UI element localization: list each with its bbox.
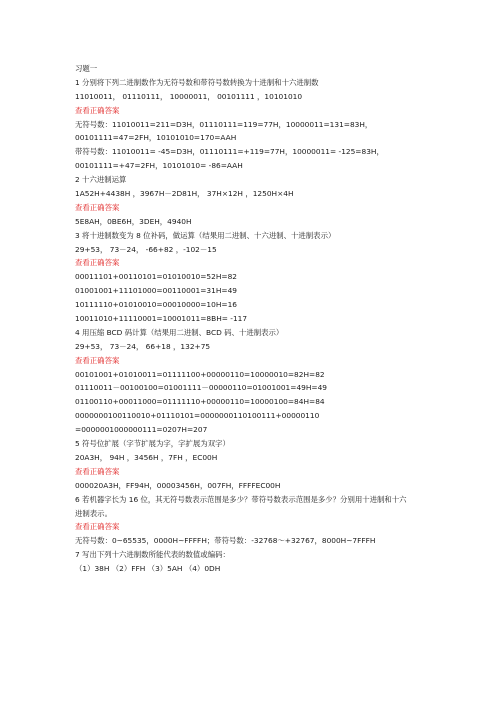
answer-line: 01110011－00100100=01001111－00000110=01001001=49H=49 — [75, 383, 328, 393]
answer-line: 10111110+01010010=00010000=10H=16 — [75, 300, 237, 310]
question-line: 7 写出下列十六进制数所能代表的数值或编码： — [75, 550, 230, 560]
answer-line: 5E8AH，0BE6H，3DEH，4940H — [75, 216, 192, 226]
answer-line: 0000000100110010+01110101=0000000110100111+00000110 — [75, 411, 320, 421]
answer-line: =0000001000000111=0207H=207 — [75, 425, 208, 435]
document-content — [75, 62, 425, 576]
answer-line: 00011101+00110101=01010010=52H=82 — [75, 272, 237, 282]
view-answer-link[interactable]: 查看正确答案 — [75, 355, 120, 365]
view-answer-link[interactable]: 查看正确答案 — [75, 105, 120, 115]
problem-line: 29+53， 73－24， 66+18 ，132+75 — [75, 341, 211, 351]
answer-line: 01001001+11101000=00110001=31H=49 — [75, 286, 237, 296]
exercise-title: 习题一 — [75, 64, 98, 73]
problem-line: （1）38H （2）FFH （3）5AH （4）0DH — [75, 564, 221, 574]
answer-line: 01100110+00011000=01111110+00000110=10000100=84H=84 — [75, 397, 325, 407]
answer-line: 00101111=47=2FH，10101010=170=AAH — [75, 133, 237, 143]
answer-line: 00101111=+47=2FH，10101010= -86=AAH — [75, 161, 243, 171]
answer-line: 000020A3H，FF94H，00003456H，007FH，FFFFEC00H — [75, 480, 281, 490]
question-line: 6 若机器字长为 16 位，其无符号数表示范围是多少？带符号数表示范围是多少？分别用十进制和十六 — [75, 494, 407, 504]
problem-line: 29+53， 73－24， -66+82 ，-102－15 — [75, 244, 217, 254]
question-line: 3 将十进制数变为 8 位补码，做运算（结果用二进制、十六进制、十进制表示） — [75, 230, 336, 240]
document-lines — [75, 76, 425, 576]
answer-line: 无符号数：11010011=211=D3H，01110111=119=77H，10000011=131=83H， — [75, 119, 373, 129]
view-answer-link[interactable]: 查看正确答案 — [75, 466, 120, 476]
question-line: 5 符号位扩展（字节扩展为字，字扩展为双字） — [75, 439, 230, 449]
view-answer-link[interactable]: 查看正确答案 — [75, 202, 120, 212]
question-line: 4 用压缩 BCD 码计算（结果用二进制、BCD 码、十进制表示） — [75, 327, 284, 337]
answer-line: 带符号数：11010011= -45=D3H，01110111=+119=77H，10000011= -125=83H， — [75, 147, 384, 157]
problem-line: 20A3H， 94H ，3456H ，7FH ，EC00H — [75, 452, 218, 462]
question-line: 2 十六进制运算 — [75, 175, 127, 185]
problem-line: 11010011， 01110111， 10000011， 00101111 ，10101010 — [75, 91, 303, 101]
answer-line: 00101001+01010011=01111100+00000110=10000010=82H=82 — [75, 369, 325, 379]
question-line: 进制表示。 — [75, 508, 112, 518]
answer-line: 无符号数：0~65535，0000H~FFFFH；带符号数：-32768～+32767，8000H~7FFFH — [75, 536, 376, 546]
problem-line: 1A52H+4438H ，3967H－2D81H， 37H×12H ，1250H×4H — [75, 189, 294, 199]
answer-line: 10011010+11110001=10001011=8BH= -117 — [75, 314, 248, 324]
view-answer-link[interactable]: 查看正确答案 — [75, 258, 120, 268]
view-answer-link[interactable]: 查看正确答案 — [75, 522, 120, 532]
question-line: 1 分别将下列二进制数作为无符号数和带符号数转换为十进制和十六进制数 — [75, 77, 319, 87]
